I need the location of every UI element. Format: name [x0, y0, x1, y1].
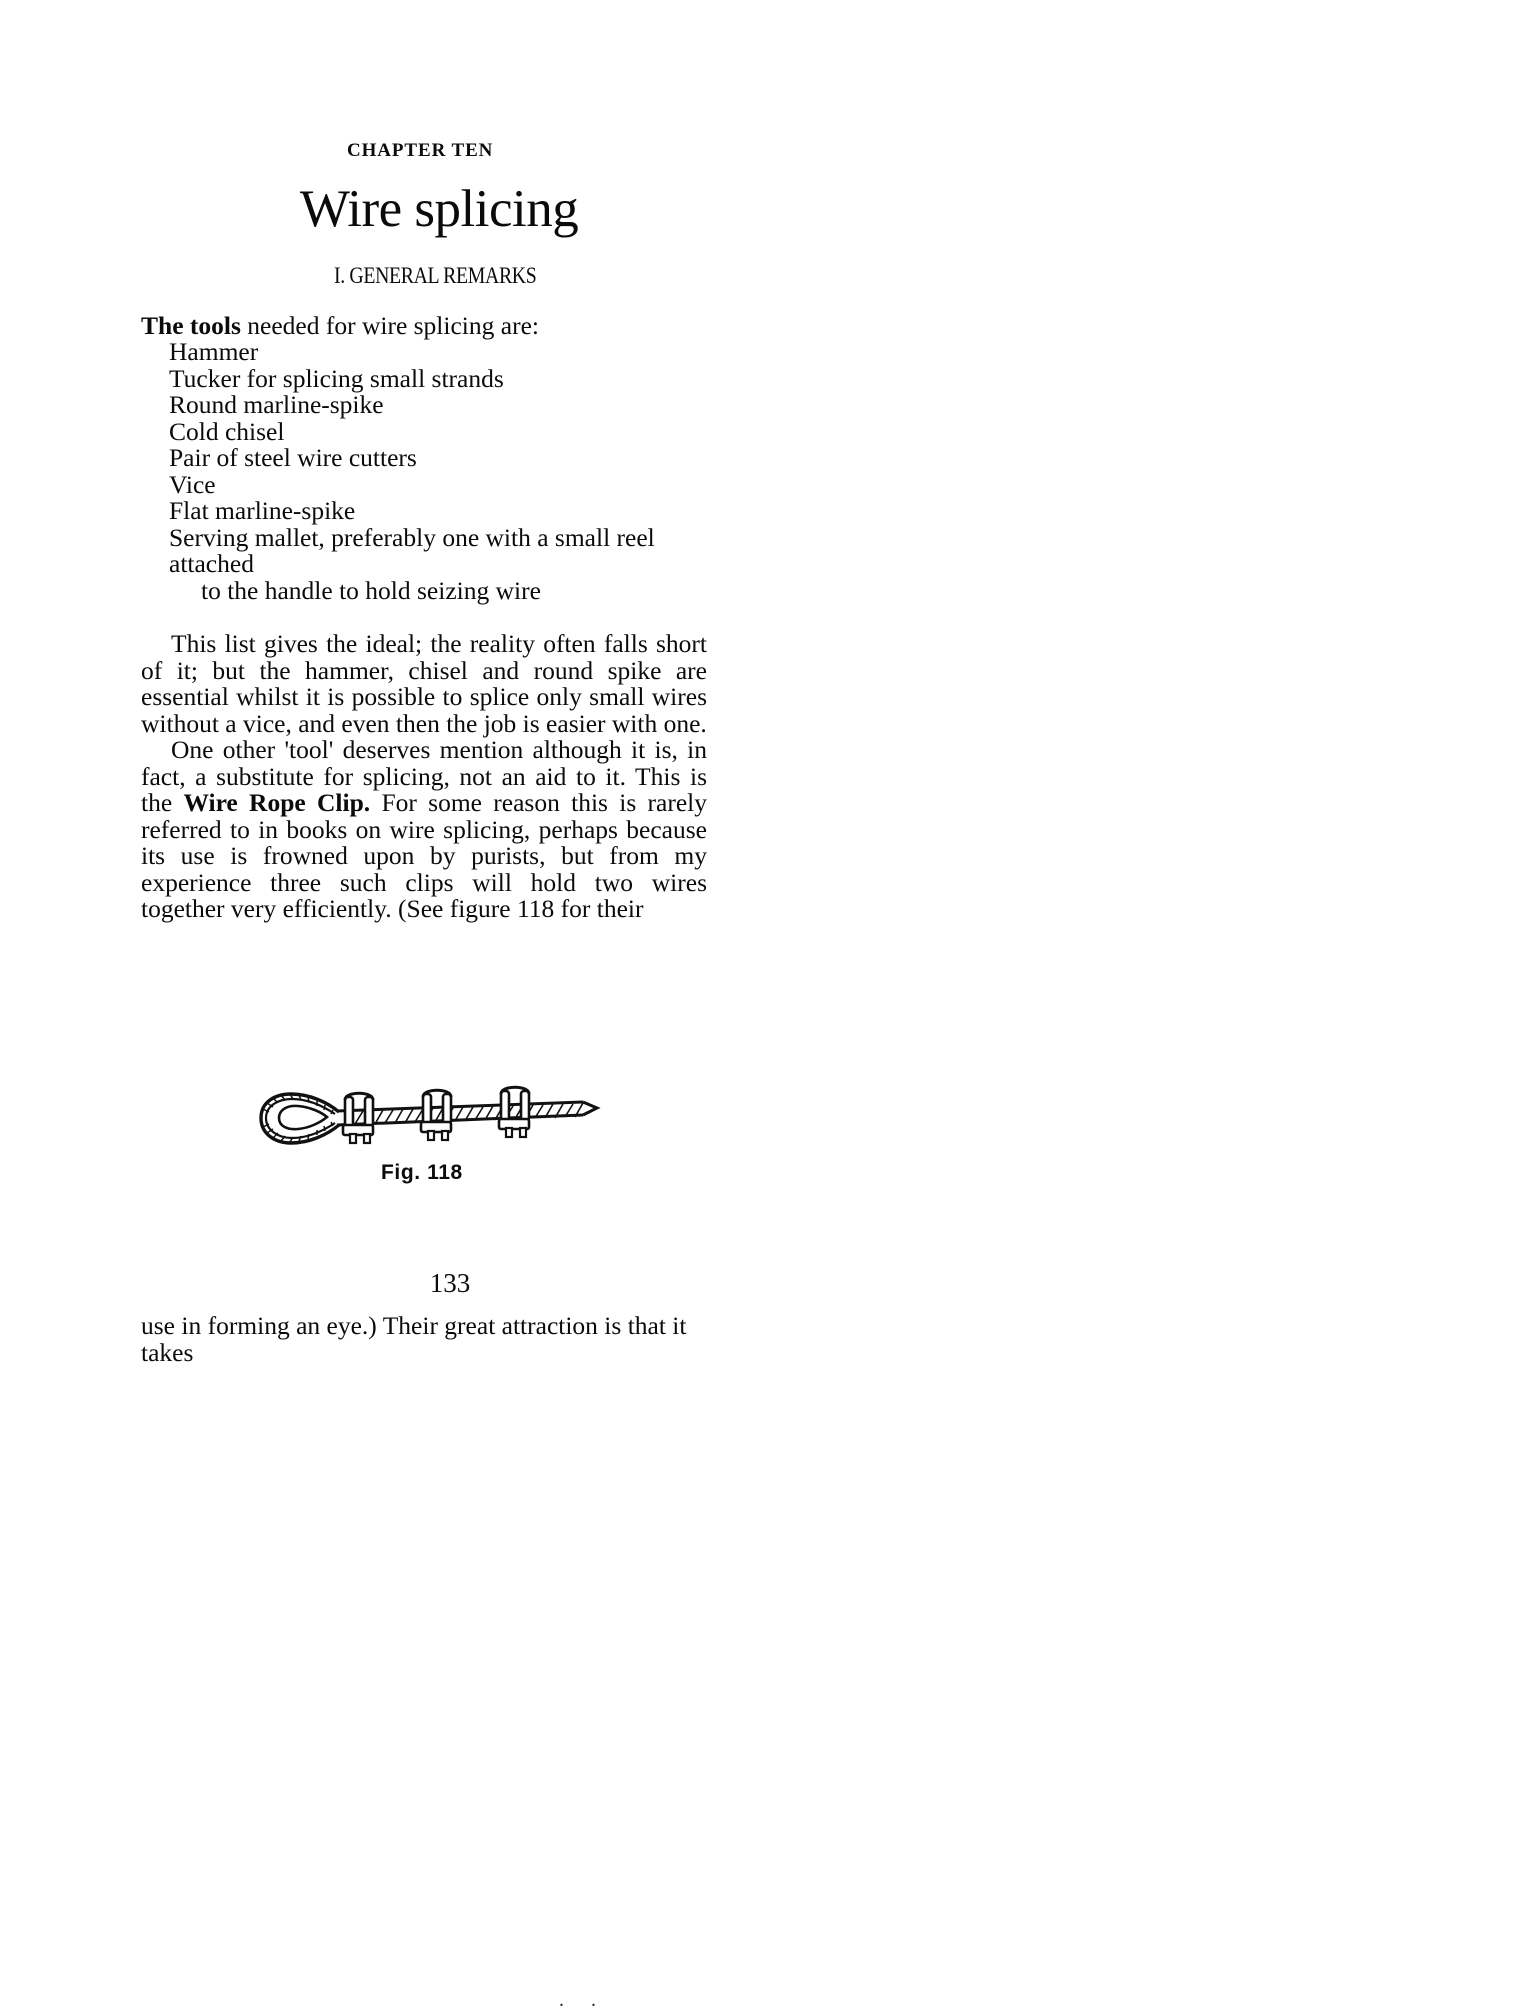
list-item — [169, 469, 707, 499]
list-item — [169, 363, 707, 393]
tool-label: Tucker for splicing small strands — [169, 363, 504, 393]
wire-rope-clip — [499, 1087, 529, 1137]
tool-label-continuation: to the handle to hold seizing wire — [201, 575, 541, 605]
section-heading: I. GENERAL REMARKS — [333, 262, 537, 288]
list-item — [169, 498, 707, 525]
text-column — [141, 0, 707, 923]
paragraph-two-part-two: For some reason this is rarely referred to in books on wire splicing, perhaps because its use is frowned upon by purists, but from my experience three such clips will hold two wires together very efficiently. (See figure 118 for their — [141, 788, 708, 924]
tool-label: Cold chisel — [169, 416, 285, 446]
tool-label: Vice — [169, 469, 216, 499]
wire-rope-clip — [421, 1090, 451, 1140]
paragraph-two — [141, 737, 707, 923]
chapter-label: CHAPTER TEN — [347, 140, 494, 161]
figure-caption: Fig. 118 — [381, 1161, 463, 1184]
tools-list — [141, 339, 707, 604]
scan-stray-marks: . . — [559, 1989, 607, 2011]
paragraph-one: This list gives the ideal; the reality often falls short of it; but the hammer, chisel and round spike are essential whilst it is possible to splice only small wires without a vice, and even then the job is easier with one. — [141, 629, 707, 738]
list-item — [169, 392, 707, 419]
tool-label: Flat marline-spike — [169, 496, 356, 526]
tool-label: Round marline-spike — [169, 390, 384, 420]
paragraph-two-part-one: One other 'tool' deserves mention although it is, in fact, a substitute for splicing, not an aid to it. This is the — [141, 735, 707, 818]
tool-label: Hammer — [169, 337, 259, 367]
list-item — [169, 416, 707, 446]
tools-lead — [141, 287, 707, 340]
closing-line: use in forming an eye.) Their great attraction is that it takes — [141, 1311, 687, 1367]
page-title: Wire splicing — [299, 179, 579, 238]
list-item — [169, 522, 707, 605]
tools-lead-rest: needed for wire splicing are: — [240, 310, 539, 340]
list-item — [169, 339, 707, 366]
wire-rope-clip-illustration — [253, 1085, 603, 1155]
page-number: 133 — [429, 1268, 471, 1298]
wire-rope-clip-term: Wire Rope Clip. — [183, 788, 371, 818]
tool-label: Serving mallet, preferably one with a small reel attached — [169, 522, 662, 579]
tool-label: Pair of steel wire cutters — [169, 443, 417, 473]
list-item — [169, 445, 707, 472]
tools-lead-bold: The tools — [141, 310, 241, 340]
